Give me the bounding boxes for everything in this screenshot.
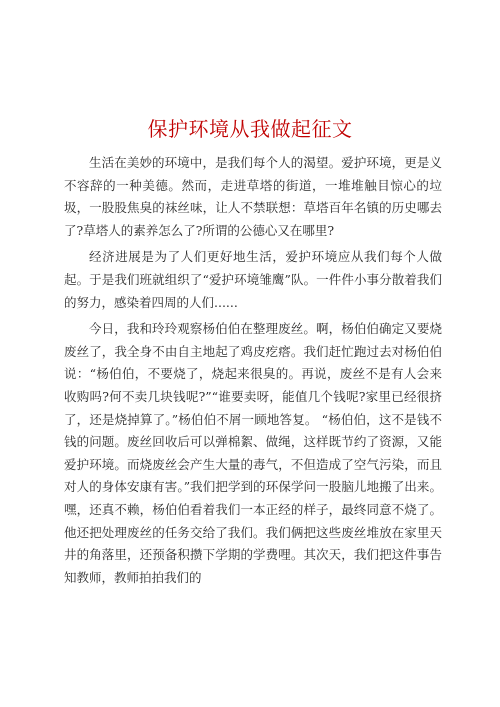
paragraph-3: 今日，我和玲玲观察杨伯伯在整理废丝。啊，杨伯伯确定又要烧废丝了，我全身不由自主地起了鸡皮疙瘩。我们赶忙跑过去对杨伯伯说：“杨伯伯，不要烧了，烧起来很臭的。再说，废丝不是有人会来收购吗?何不卖几块钱呢?”“谁要卖呀，能值几个钱呢?家里已经很挤了，还是烧掉算了。”杨伯伯不屑一顾地答复。 “杨伯伯，这不是钱不钱的问题。废丝回收后可以弹棉絮、做绳，这样既节约了资源，又能爱护环境。而烧废丝会产生大量的毒气，不但造成了空气污染，而且对人的身体安康有害。”我们把学到的环保学问一股脑儿地搬了出来。嘿，还真不赖，杨伯伯看着我们一本正经的样子，最终同意不烧了。他还把处理废丝的任务交给了我们。我们俩把这些废丝堆放在家里天井的角落里，还预备积攒下学期的学费哩。其次天，我们把这件事告知教师，教师拍拍我们的: [64, 321, 442, 585]
document-body: [64, 152, 442, 593]
paragraph-2: 经济进展是为了人们更好地生活，爱护环境应从我们每个人做起。于是我们班就组织了“爱护环境雏鹰”队。一件件小事分散着我们的努力，感染着四周的人们......: [64, 249, 442, 310]
paragraph-1: 生活在美妙的环境中，是我们每个人的渴望。爱护环境，更是义不容辞的一种美德。然而，走进草塔的街道，一堆堆触目惊心的垃圾，一股股焦臭的袜丝味，让人不禁联想：草塔百年名镇的历史哪去了?草塔人的素养怎么了?所谓的公德心又在哪里?: [64, 155, 442, 238]
document-title: 保护环境从我做起征文: [147, 117, 353, 142]
